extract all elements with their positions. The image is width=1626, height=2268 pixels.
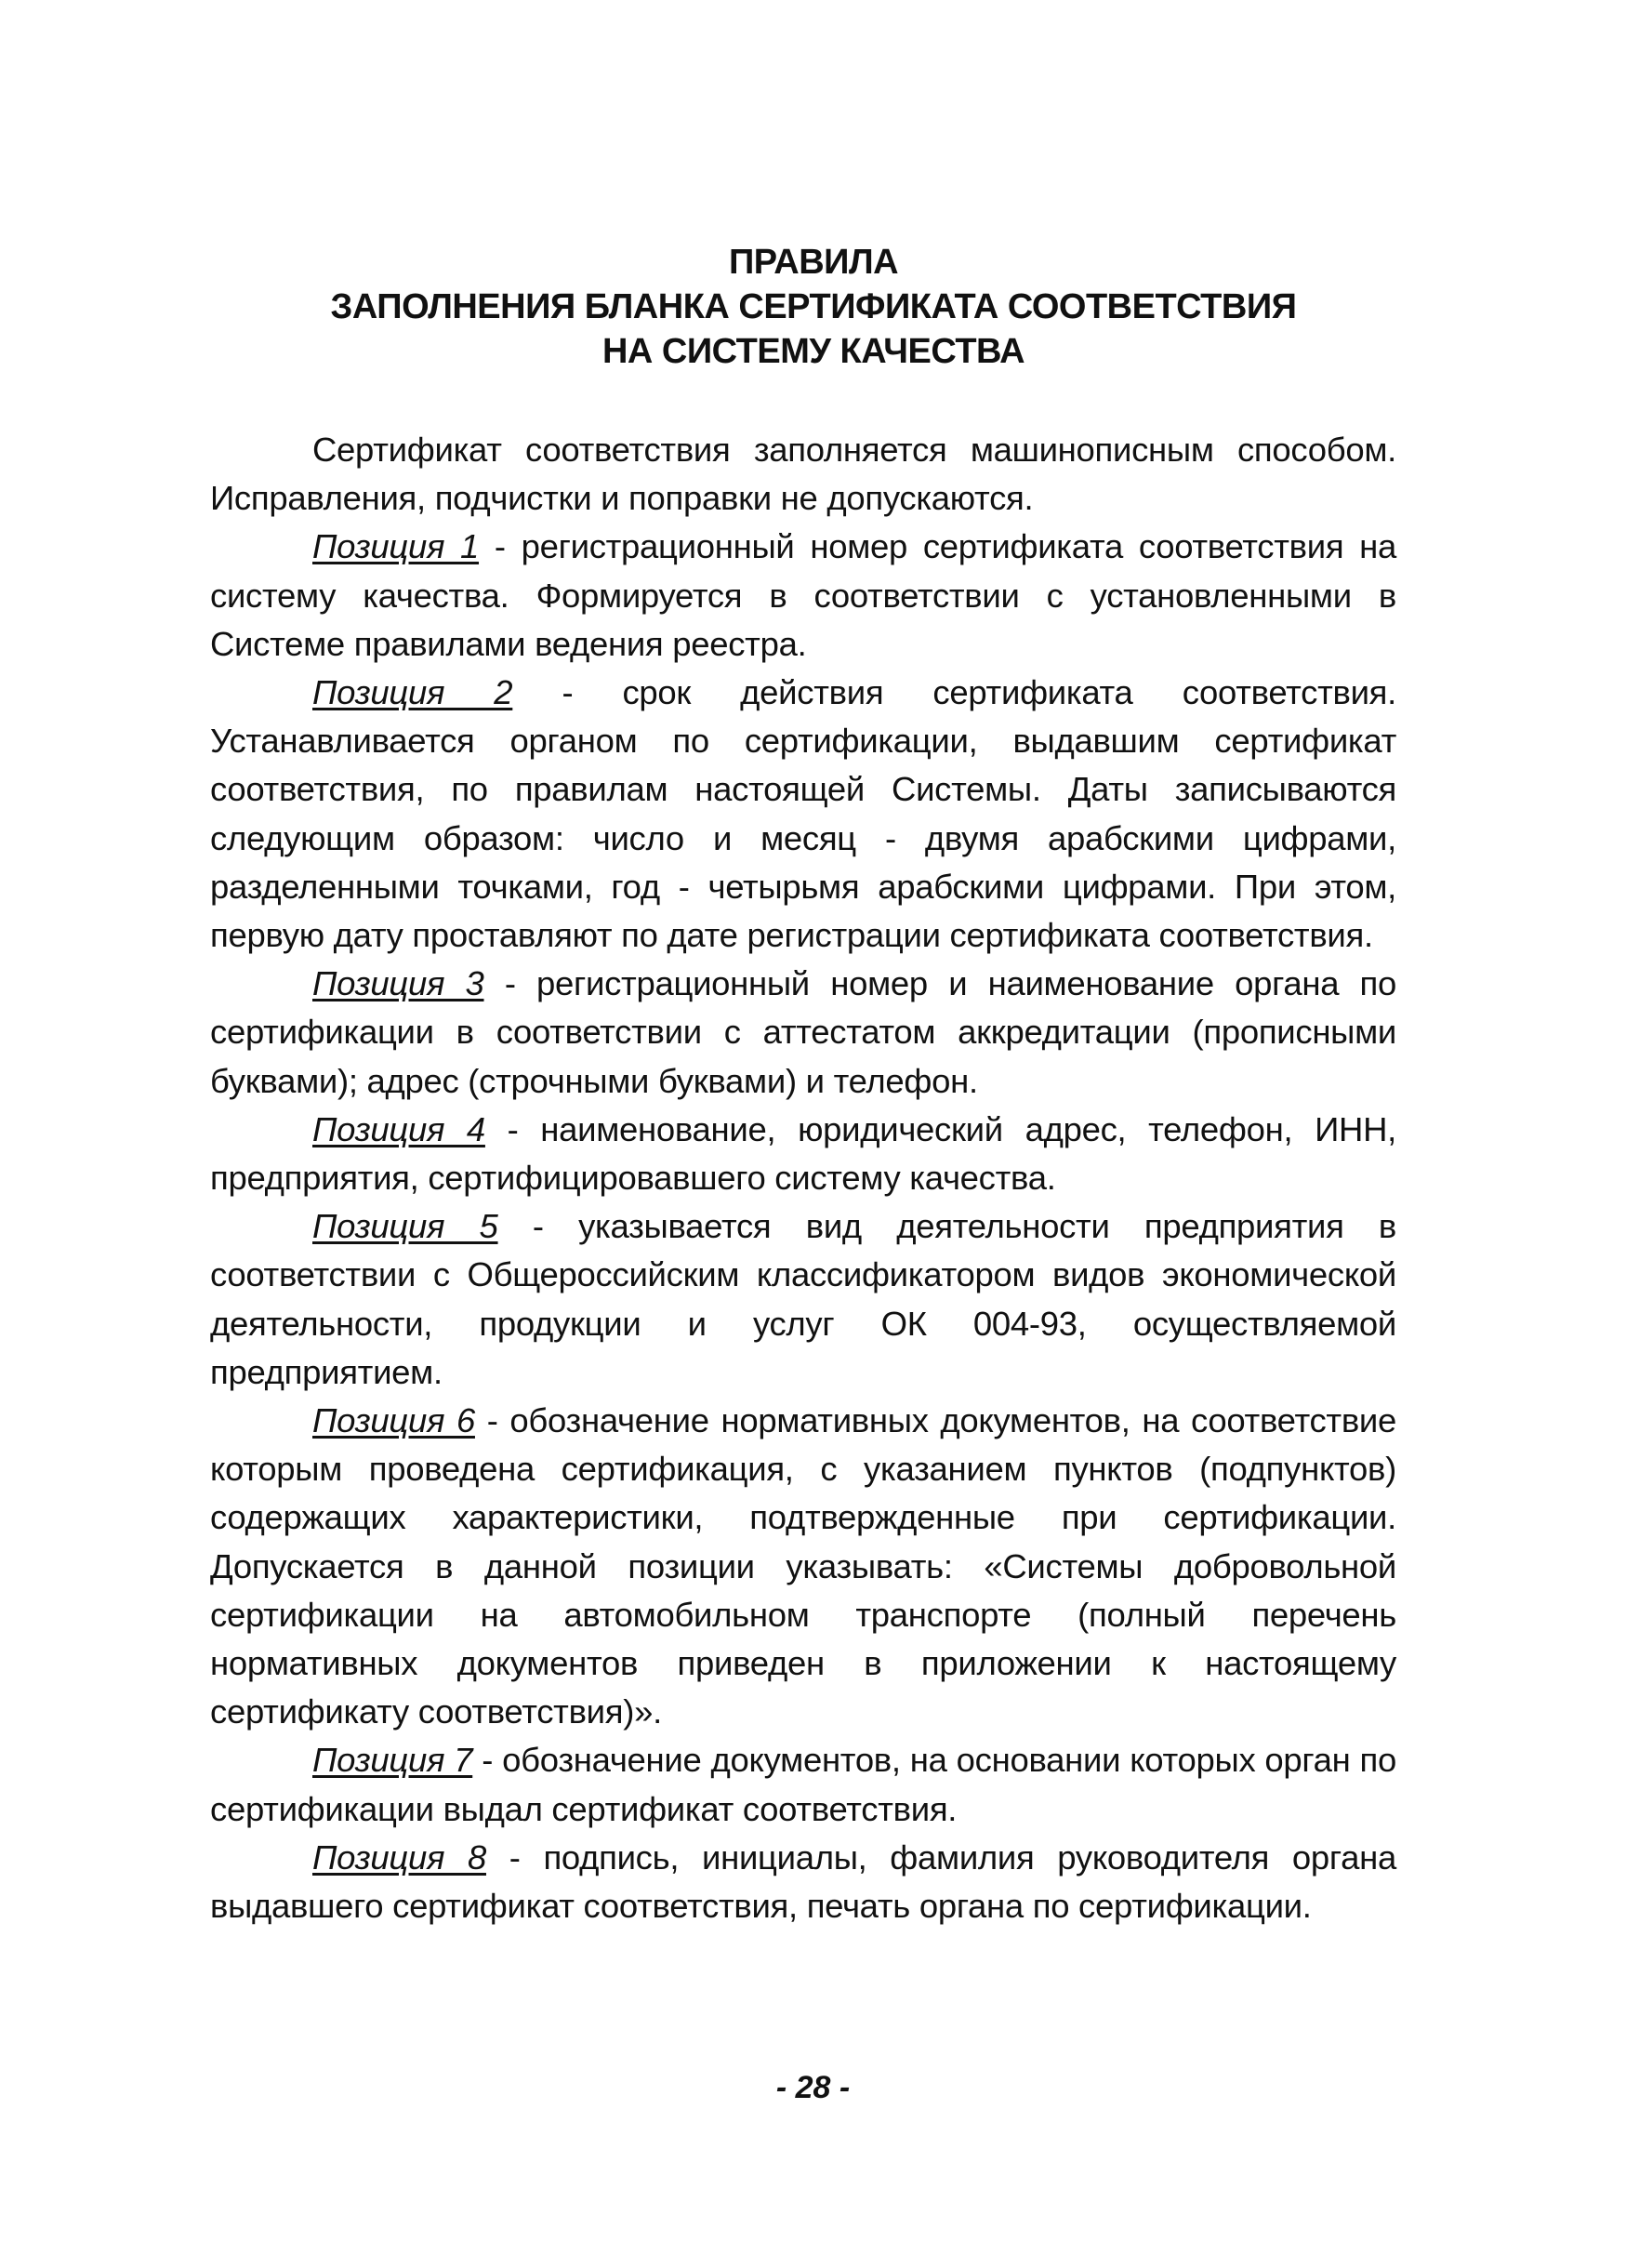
position-7-paragraph bbox=[210, 1736, 1396, 1833]
position-8-separator: - bbox=[485, 1837, 544, 1877]
position-2-text: срок действия сертификата соответствия. Устанавливается органом по сертификации, выдавшим сертификат соответствия, по правилам настоящей Системы. Даты записываются следующим образом: число и месяц - двумя арабскими цифрами, разделенными точками, год - четырьмя арабскими цифрами. При этом, первую дату проставляют по дате регистрации сертификата соответствия. bbox=[210, 673, 1396, 955]
position-4-label: Позиция 4 bbox=[312, 1109, 485, 1148]
position-5-separator: - bbox=[497, 1207, 579, 1246]
page-number: - 28 - bbox=[775, 2070, 851, 2105]
position-7-text: обозначение документов, на основании которых орган по сертификации выдал сертификат соответствия. bbox=[210, 1741, 1397, 1828]
header-subtitle-line-1: ЗАПОЛНЕНИЯ БЛАНКА СЕРТИФИКАТА СООТВЕТСТВИЯ bbox=[330, 287, 1297, 326]
position-3-label: Позиция 3 bbox=[312, 964, 484, 1003]
position-2-separator: - bbox=[512, 673, 623, 712]
position-1-text: регистрационный номер сертификата соответствия на систему качества. Формируется в соответствии с установленными в Системе правилами ведения реестра. bbox=[210, 527, 1396, 663]
position-8-text: подпись, инициалы, фамилия руководителя органа выдавшего сертификат соответствия, печать органа по сертификации. bbox=[210, 1837, 1396, 1926]
position-1-separator: - bbox=[479, 527, 522, 566]
position-6-separator: - bbox=[474, 1401, 510, 1440]
position-8-label: Позиция 8 bbox=[312, 1837, 486, 1877]
position-4-paragraph bbox=[210, 1106, 1396, 1202]
position-4-separator: - bbox=[484, 1109, 541, 1148]
position-6-label: Позиция 6 bbox=[312, 1401, 475, 1440]
position-1-paragraph bbox=[210, 523, 1396, 669]
document-header bbox=[242, 240, 1385, 374]
position-3-paragraph bbox=[210, 960, 1396, 1106]
position-7-label: Позиция 7 bbox=[312, 1741, 473, 1780]
position-5-label: Позиция 5 bbox=[312, 1207, 498, 1246]
position-3-separator: - bbox=[483, 964, 536, 1003]
position-7-separator: - bbox=[472, 1741, 503, 1780]
position-5-paragraph bbox=[210, 1202, 1396, 1397]
position-8-paragraph bbox=[210, 1834, 1396, 1930]
position-6-text: обозначение нормативных документов, на соответствие которым проведена сертификация, с указанием пунктов (подпунктов) содержащих характеристики, подтвержденные при сертификации. Допускается в данной позиции указывать: «Системы добровольной сертификации на автомобильном транспорте (полный перечень нормативных документов приведен в приложении к настоящему сертификату соответствия)». bbox=[210, 1401, 1397, 1731]
position-1-label: Позиция 1 bbox=[312, 527, 480, 566]
position-6-paragraph bbox=[210, 1397, 1396, 1736]
position-2-paragraph bbox=[210, 669, 1396, 960]
position-2-label: Позиция 2 bbox=[312, 673, 513, 712]
header-subtitle-line-2: НА СИСТЕМУ КАЧЕСТВА bbox=[601, 332, 1025, 371]
intro-paragraph: Сертификат соответствия заполняется машинописным способом. Исправления, подчистки и поправки не допускаются. bbox=[210, 431, 1396, 518]
position-5-text: указывается вид деятельности предприятия в соответствии с Общероссийским классификатором видов экономической деятельности, продукции и услуг ОК 004-93, осуществляемой предприятием. bbox=[210, 1207, 1396, 1391]
position-4-text: наименование, юридический адрес, телефон, ИНН, предприятия, сертифицировавшего систему качества. bbox=[210, 1109, 1396, 1198]
document-body bbox=[210, 426, 1396, 1930]
position-3-text: регистрационный номер и наименование органа по сертификации в соответствии с аттестатом аккредитации (прописными буквами); адрес (строчными буквами) и телефон. bbox=[210, 964, 1396, 1100]
header-title: ПРАВИЛА bbox=[728, 243, 899, 282]
